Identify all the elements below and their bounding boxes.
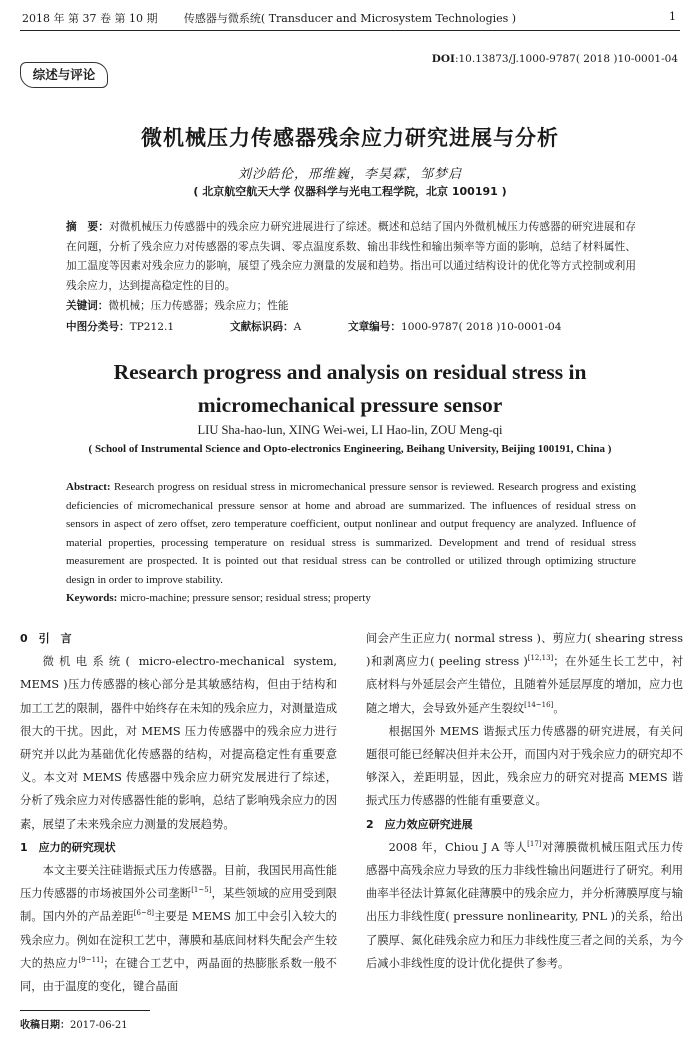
header-rule bbox=[20, 30, 680, 31]
citation[interactable]: [9~11] bbox=[78, 956, 104, 965]
citation[interactable]: [12,13] bbox=[527, 654, 554, 663]
paragraph: 2008 年，Chiou J A 等人[17]对薄膜微机械压阻式压力传感器中高残余应力导致的压力非线性输出问题进行了研究。利用曲率半径法计算氮化硅薄膜中的残余应力，并分析薄膜厚度与输出压力非线性度( pressure nonlinearity, PNL )的关系，给出了膜厚、氮化硅残余应力和压力非线性度三者之间的关系，为今后减小非线性度的设计优化提供了参考。 bbox=[366, 840, 683, 970]
authors-english: LIU Sha-hao-lun, XING Wei-wei, LI Hao-lin, ZOU Meng-qi bbox=[197, 423, 503, 437]
citation[interactable]: [17] bbox=[527, 840, 542, 849]
affiliation-chinese: ( 北京航空航天大学 仪器科学与光电工程学院，北京 100191 ) bbox=[193, 185, 507, 198]
footnote-rule bbox=[20, 1010, 150, 1011]
document-code: 文献标识码：A bbox=[230, 321, 302, 333]
title-english: Research progress and analysis on residual stress in micromechanical pressure sensor bbox=[113, 360, 587, 417]
category-badge: 综述与评论 bbox=[20, 62, 108, 88]
citation[interactable]: [1~5] bbox=[191, 886, 212, 895]
authors-chinese: 刘沙皓伦，邢维巍，李昊霖，邹梦启 bbox=[237, 167, 462, 182]
keywords-english: Keywords: micro-machine; pressure sensor; residual stress; property bbox=[66, 592, 371, 604]
abstract-chinese bbox=[66, 218, 636, 296]
keywords-chinese: 关键词：微机械；压力传感器；残余应力；性能 bbox=[66, 300, 289, 312]
section-heading: 2 应力效应研究进展 bbox=[366, 817, 473, 831]
journal-issue: 2018 年 第 37 卷 第 10 期 bbox=[22, 12, 158, 25]
article-number: 文章编号：1000-9787( 2018 )10-0001-04 bbox=[348, 321, 562, 333]
section-heading: 0 引 言 bbox=[20, 632, 72, 645]
section-heading: 1 应力的研究现状 bbox=[20, 840, 116, 854]
citation[interactable]: [6~8] bbox=[133, 909, 154, 918]
abstract-label: 摘 要： bbox=[66, 221, 110, 233]
left-column bbox=[20, 627, 337, 998]
clc-number: 中图分类号：TP212.1 bbox=[66, 321, 175, 333]
doi[interactable]: DOI:10.13873/J.1000-9787( 2018 )10-0001-04 bbox=[431, 53, 678, 65]
citation[interactable]: [14~16] bbox=[524, 700, 554, 709]
paragraph: 微机电系统( micro-electro-mechanical system, MEMS )压力传感器的核心部分是其敏感结构，但由于结构和加工工艺的限制，器件中始终存在未知的残余应力，对测量造成很大的干扰。因此，对 MEMS 压力传感器中的残余应力进行研究并以此为基础优化传感器的结构，对提高稳定性有重要意义。本文对 MEMS 传感器中残余应力研究发展进行了综述，分析了残余应力对传感器性能的影响，总结了影响残余应力的因素，展望了未来残余应力测量的发展趋势。 bbox=[20, 655, 337, 831]
abstract-text: 对微机械压力传感器中的残余应力研究进展进行了综述。概述和总结了国内外微机械压力传感器的研究进展和存在问题，分析了残余应力对传感器的零点失调、零点温度系数、输出非线性和输出频率等方面的影响，总结了材料属性、加工温度等因素对残余应力的影响，展望了残余应力测量的发展和趋势。指出可以通过结构设计的优化等方式控制或利用残余应力，达到提高稳定性的目的。 bbox=[66, 221, 636, 292]
paragraph: 间会产生正应力( normal stress )、剪应力( shearing stress )和剥离应力( peeling stress )[12,13]；在外延生长工艺中，衬底材料与外延层会产生错位，且随着外延层厚度的增加，应力也随之增大，会导致外延产生裂纹[14~16]。 bbox=[366, 632, 683, 715]
affiliation-english: ( School of Instrumental Science and Opto-electronics Engineering, Beihang University, Beijing 100191, China ) bbox=[88, 443, 612, 455]
paragraph: 本文主要关注硅谐振式压力传感器。目前，我国民用高性能压力传感器的市场被国外公司垄断[1~5]，某些领域的应用受到限制。国内外的产品差距[6~8]主要是 MEMS 加工中会引入较大的残余应力。例如在淀积工艺中，薄膜和基底间材料失配会产生较大的热应力[9~11]；在键合工艺中，两晶面的热膨胀系数一般不同，由于温度的变化，键合晶面 bbox=[20, 864, 337, 994]
received-date: 收稿日期：2017-06-21 bbox=[20, 1020, 128, 1031]
title-chinese: 微机械压力传感器残余应力研究进展与分析 bbox=[141, 126, 559, 150]
paragraph: 根据国外 MEMS 谐振式压力传感器的研究进展，有关问题很可能已经解决但并未公开，而国内对于残余应力的研究却不够深入，差距明显，因此，残余应力的研究对提高 MEMS 谐振式压力传感器的性能有重要意义。 bbox=[366, 724, 683, 808]
right-column bbox=[366, 627, 683, 975]
page-number: 1 bbox=[669, 10, 676, 23]
abstract-english: Abstract: Research progress on residual stress in micromechanical pressure sensor is reviewed. Research progress and existing deficiencies of micromechanical pressure sensor at home and abroad are summarized. The influences of residual stress on sensors in aspect of zero offset, zero temperature coefficient, output nonlinear and output frequency are analyzed. Influence of material properties, processing temperature on residual stress is summarized. Development and trend of residual stress measurement are prospected. It is pointed out that residual stress can be controlled or utilized through optimizing structure design in order to improve stability. bbox=[66, 481, 637, 586]
journal-name: 传感器与微系统( Transducer and Microsystem Technologies ) bbox=[183, 12, 517, 25]
